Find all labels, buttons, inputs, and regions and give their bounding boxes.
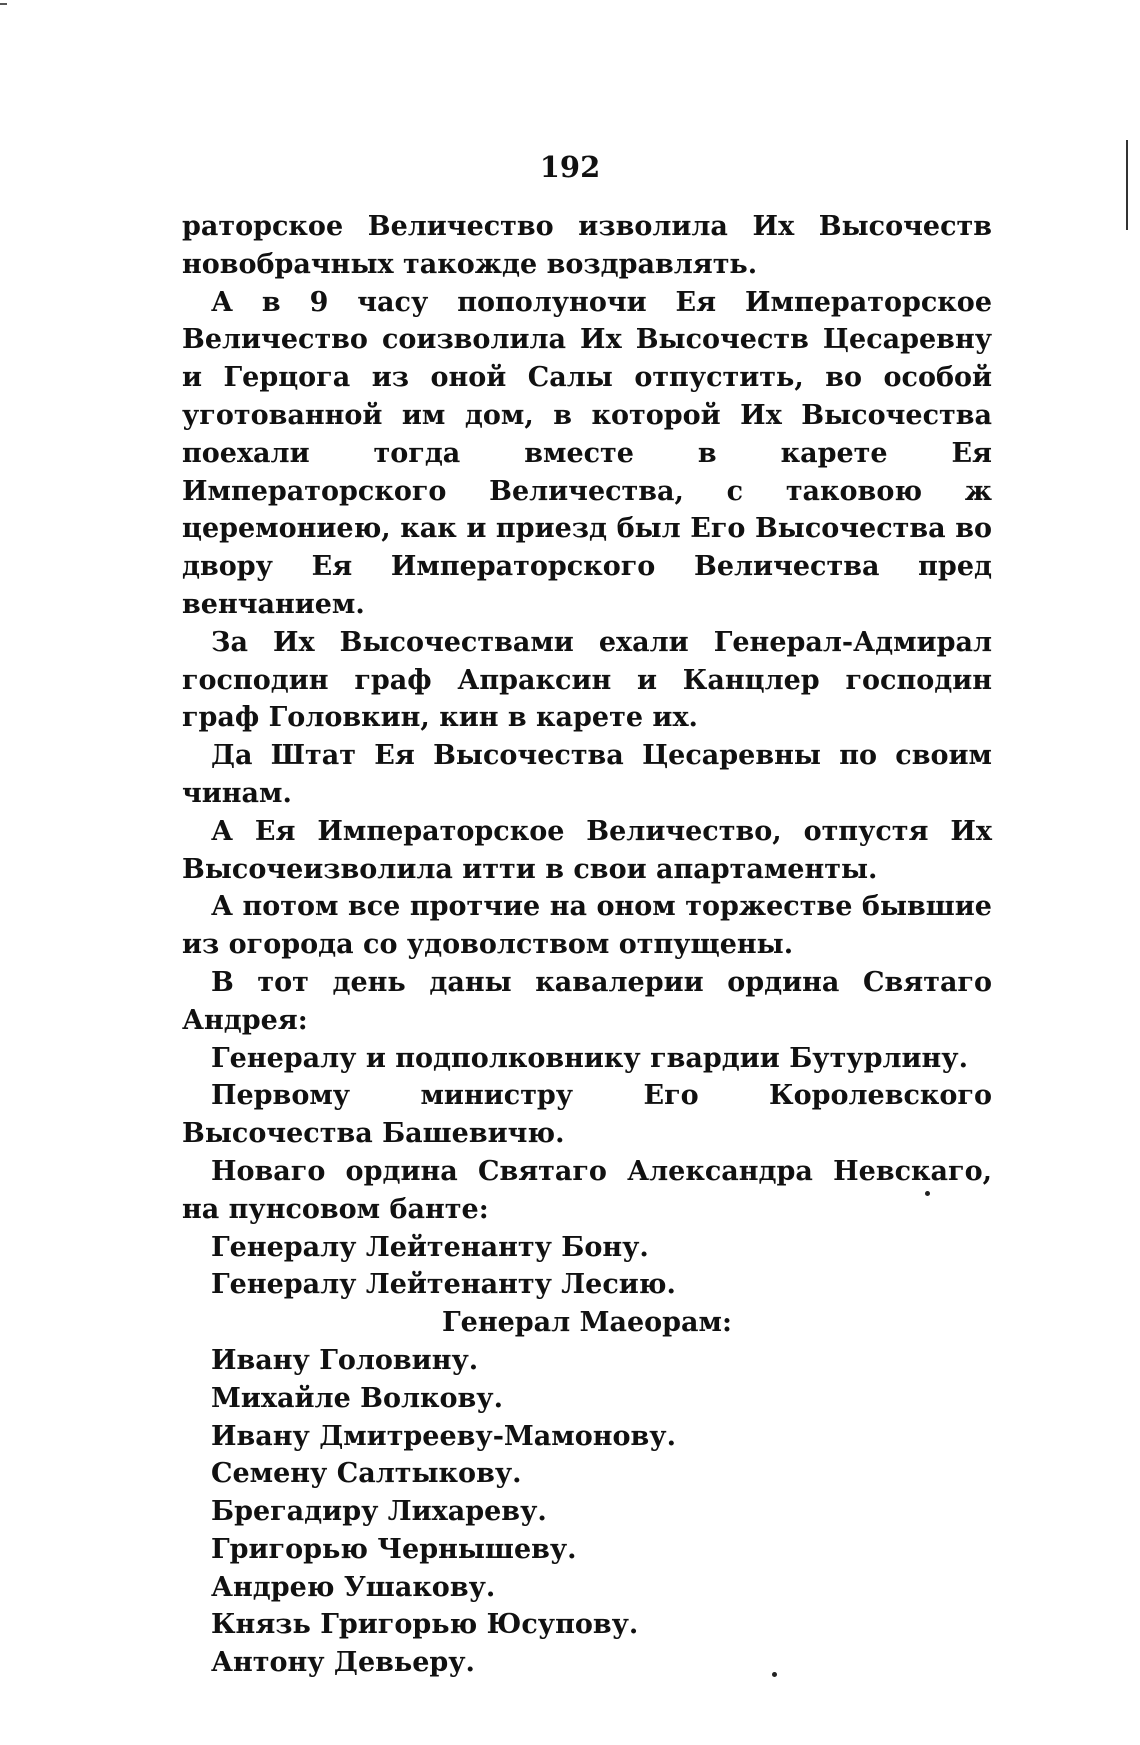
paragraph: А в 9 часу пополуночи Ея Императорское Величество соизволила Их Высочеств Цесаревну и Герцога из оной Салы отпустить, во особой уготованной им дом, в которой Их Высочества поехали тогда вместе в карете Ея Императорского Величества, с таковою ж церемониею, как и приезд был Его Высочества во двору Ея Императорского Величества пред венчанием. [182,286,992,620]
paragraph: В тот день даны кавалерии ордина Святаго Андрея: [182,966,992,1036]
paragraph-continuation: раторское Величество изволила Их Высочеств новобрачных такожде воздравлять. [182,211,992,280]
ink-speck [925,1191,930,1196]
paragraph: Первому министру Его Королевского Высочества Башевичю. [182,1080,992,1150]
paragraph: А Ея Императорское Величество, отпустя Их Высочеизволила итти в свои апартаменты. [182,815,992,885]
award-recipient: Брегадиру Лихареву. [211,1496,547,1528]
paragraph: Да Штат Ея Высочества Цесаревны по своим чинам. [182,740,992,809]
award-recipient: Генералу Лейтенанту Бону. [211,1231,649,1263]
award-recipient: Князь Григорью Юсупову. [211,1609,639,1641]
award-recipient: Михайле Волкову. [211,1382,503,1414]
paragraph: Новаго ордина Святаго Александра Невскаго, на пунсовом банте: [182,1155,992,1225]
award-recipient: Григорью Чернышеву. [211,1533,577,1565]
award-recipient: Антону Девьеру. [211,1647,475,1679]
award-recipient: Генералу Лейтенанту Лесию. [211,1269,676,1301]
paragraph: За Их Высочествами ехали Генерал-Адмирал господин граф Апраксин и Канцлер господин граф Головкин, кин в карете их. [182,626,992,734]
body-text [182,208,992,1682]
page-number: 192 [539,150,601,184]
paragraph: А потом все протчие на оном торжестве бывшие из огорода со удоволством отпущены. [182,891,992,961]
ink-speck [772,1672,777,1677]
award-recipient: Семену Салтыкову. [211,1458,522,1490]
scan-artifact-mark [0,3,7,5]
award-recipient: Ивану Дмитрееву-Мамонову. [211,1420,676,1452]
award-recipient: Андрею Ушакову. [211,1571,496,1603]
award-recipient: Ивану Головину. [211,1344,479,1376]
paragraph: Генералу и подполковнику гвардии Бутурлину. [211,1042,968,1074]
section-heading: Генерал Маеорам: [442,1307,732,1339]
